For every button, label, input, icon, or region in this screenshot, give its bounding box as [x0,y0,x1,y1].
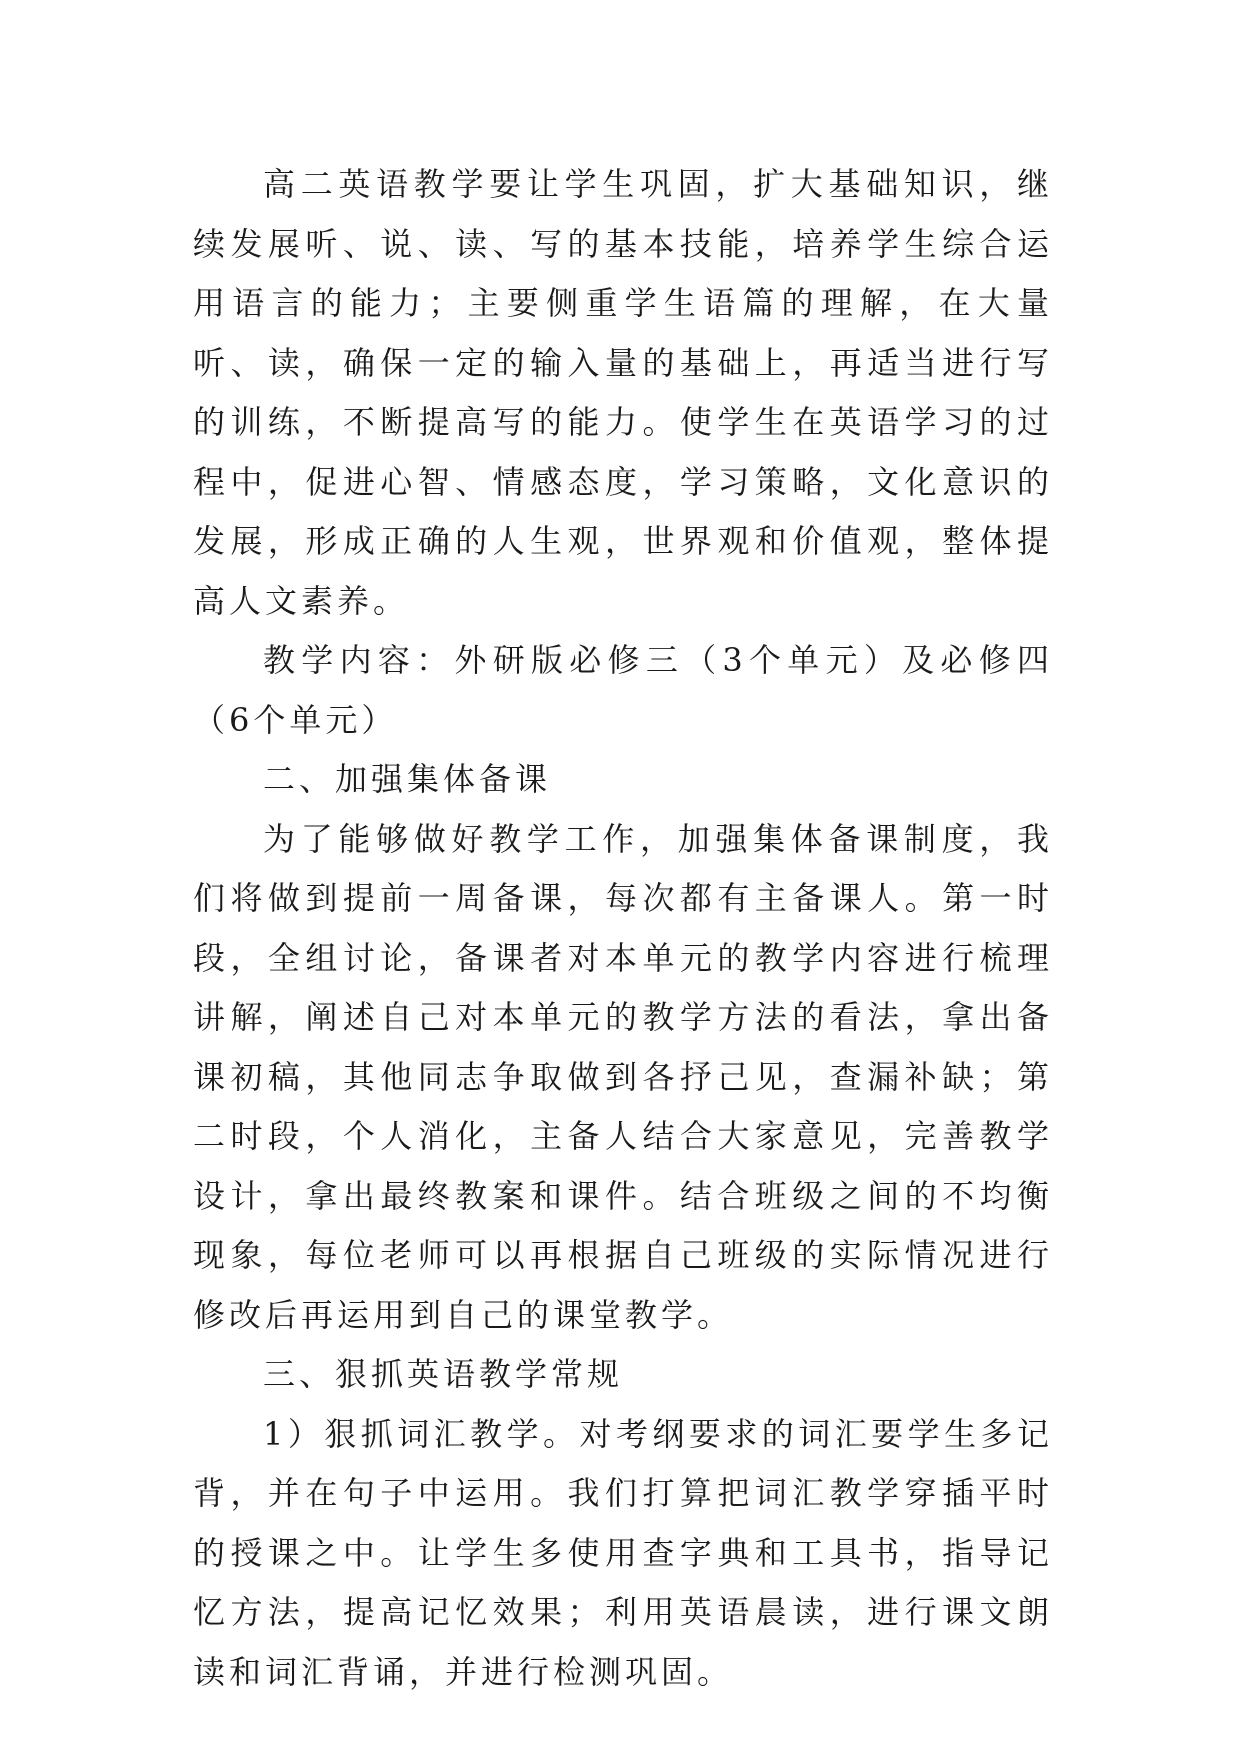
paragraph-goals: 高二英语教学要让学生巩固，扩大基础知识，继续发展听、说、读、写的基本技能，培养学生综合运用语言的能力；主要侧重学生语篇的理解，在大量听、读，确保一定的输入量的基础上，再适当进行写的训练，不断提高写的能力。使学生在英语学习的过程中，促进心智、情感态度，学习策略，文化意识的发展，形成正确的人生观，世界观和价值观，整体提高人文素养。 [193,165,1053,620]
paragraph-collective-lesson-prep: 为了能够做好教学工作，加强集体备课制度，我们将做到提前一周备课，每次都有主备课人。第一时段，全组讨论，备课者对本单元的教学内容进行梳理讲解，阐述自己对本单元的教学方法的看法，拿出备课初稿，其他同志争取做到各抒己见，查漏补缺；第二时段，个人消化，主备人结合大家意见，完善教学设计，拿出最终教案和课件。结合班级之间的不均衡现象，每位老师可以再根据自己班级的实际情况进行修改后再运用到自己的课堂教学。 [193,819,1053,1334]
document-body [193,155,1053,1702]
paragraph-vocabulary-teaching: 1）狠抓词汇教学。对考纲要求的词汇要学生多记背，并在句子中运用。我们打算把词汇教学穿插平时的授课之中。让学生多使用查字典和工具书，指导记忆方法，提高记忆效果；利用英语晨读，进行课文朗读和词汇背诵，并进行检测巩固。 [193,1414,1053,1691]
section-heading-teaching-routine: 三、狠抓英语教学常规 [263,1355,624,1393]
paragraph-teaching-content: 教学内容：外研版必修三（3个单元）及必修四（6个单元） [193,641,1053,739]
section-heading-collective-lesson-prep: 二、加强集体备课 [263,760,552,798]
